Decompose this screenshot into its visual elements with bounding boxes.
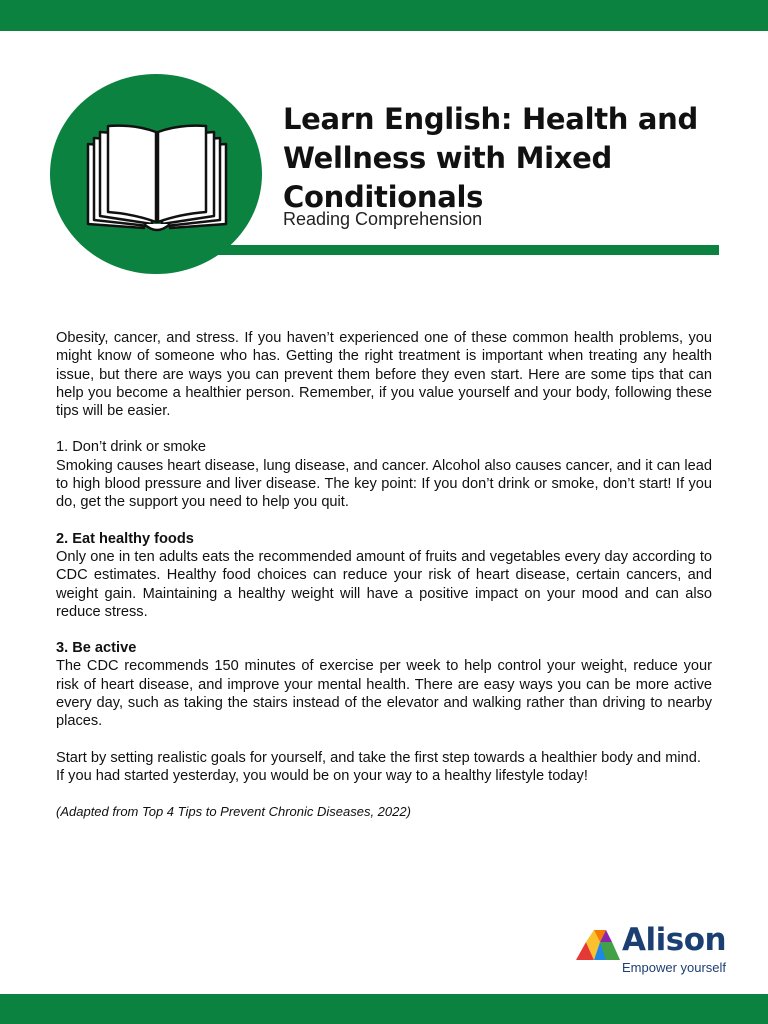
tip-1-text: Smoking causes heart disease, lung disease, and cancer. Alcohol also causes cancer, and it can lead to high blood pressure and liver disease. The key point: If you don’t drink or smoke, don’t start! If you do, get the support you need to help you quit.	[56, 457, 712, 511]
header-rule	[170, 245, 719, 255]
alison-logo	[576, 922, 736, 977]
tip-1	[56, 438, 712, 511]
brand-tagline: Empower yourself	[622, 960, 727, 975]
tip-3-text: The CDC recommends 150 minutes of exercise per week to help control your weight, reduce your risk of heart disease, and improve your mental health. There are easy ways you can be more active every day, such as taking the stairs instead of the elevator and walking rather than driving to nearby places.	[56, 658, 712, 730]
citation: (Adapted from Top 4 Tips to Prevent Chronic Diseases, 2022)	[56, 804, 411, 820]
closing-paragraph: Start by setting realistic goals for yourself, and take the first step towards a healthier body and mind. If you had started yesterday, you would be on your way to a healthy lifestyle today!	[56, 749, 701, 784]
tip-2	[56, 530, 712, 621]
article-body	[56, 329, 712, 840]
tip-2-text: Only one in ten adults eats the recommended amount of fruits and vegetables every day according to CDC estimates. Healthy food choices can reduce your risk of heart disease, certain cancers, and weight gain. Maintaining a healthy weight will have a positive impact on your mood and can also reduce stress.	[56, 548, 712, 620]
top-accent-bar	[0, 0, 768, 31]
intro-paragraph: Obesity, cancer, and stress. If you haven’t experienced one of these common health problems, you might know of someone who has. Getting the right treatment is important when treating any health issue, but there are ways you can prevent them before they even start. Here are some tips that can help you become a healthier person. Remember, if you value yourself and your body, following these tips will be easier.	[56, 330, 712, 420]
tip-1-heading: 1. Don’t drink or smoke	[56, 439, 207, 456]
page-title: Learn English: Health and Wellness with Mixed Conditionals	[283, 102, 698, 214]
tip-3-heading: 3. Be active	[56, 640, 137, 657]
brand-name: Alison	[622, 922, 727, 958]
alison-logo-icon	[576, 930, 622, 960]
bottom-accent-bar	[0, 994, 768, 1024]
tip-3	[56, 639, 712, 730]
open-book-icon	[82, 120, 232, 238]
page-subtitle: Reading Comprehension	[283, 209, 483, 229]
tip-2-heading: 2. Eat healthy foods	[56, 530, 194, 547]
